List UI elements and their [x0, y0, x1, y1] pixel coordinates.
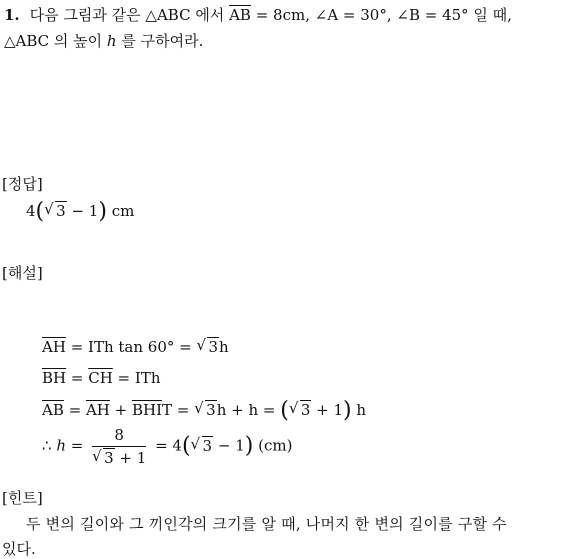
- hint-line-2: 있다.: [2, 540, 36, 558]
- segment-ab: $\overline{AB}$: [229, 6, 251, 24]
- answer-expression: 4( √ 3 − 1) cm: [26, 199, 134, 224]
- problem-line-1: 1. 다음 그림과 같은 △ABC 에서 $\overline{AB} = 8cm$, ∠A = 30°, ∠B = 45° 일 때,: [4, 6, 512, 24]
- solution-eq-2: $\overline{BH} = \overline{CH}$ = ITh: [42, 369, 161, 387]
- hint-heading: [힌트]: [2, 489, 43, 507]
- solution-eq-1: $\overline{AH}$ = ITh tan 60° = √ 3h: [42, 338, 229, 356]
- solution-eq-4: ∴ h = 8 √ 3 + 1 = 4( √ 3 − 1) (cm): [42, 426, 292, 467]
- answer-heading: [정답]: [2, 175, 43, 193]
- solution-heading: [해설]: [2, 264, 43, 282]
- height-variable: h: [106, 32, 117, 50]
- fraction: 8 √ 3 + 1: [92, 426, 146, 467]
- sqrt: √ 3: [44, 202, 67, 220]
- solution-eq-3: $\overline{AB} = \overline{AH} + \overline{BHI}T$ = √ 3h + h = ( √ 3 + 1) h: [42, 398, 366, 423]
- problem-line-2: △ABC 의 높이 h 를 구하여라.: [4, 32, 204, 50]
- problem-number: 1.: [4, 6, 20, 24]
- hint-line-1: 두 변의 길이와 그 끼인각의 크기를 알 때, 나머지 한 변의 길이를 구할 수: [26, 515, 507, 533]
